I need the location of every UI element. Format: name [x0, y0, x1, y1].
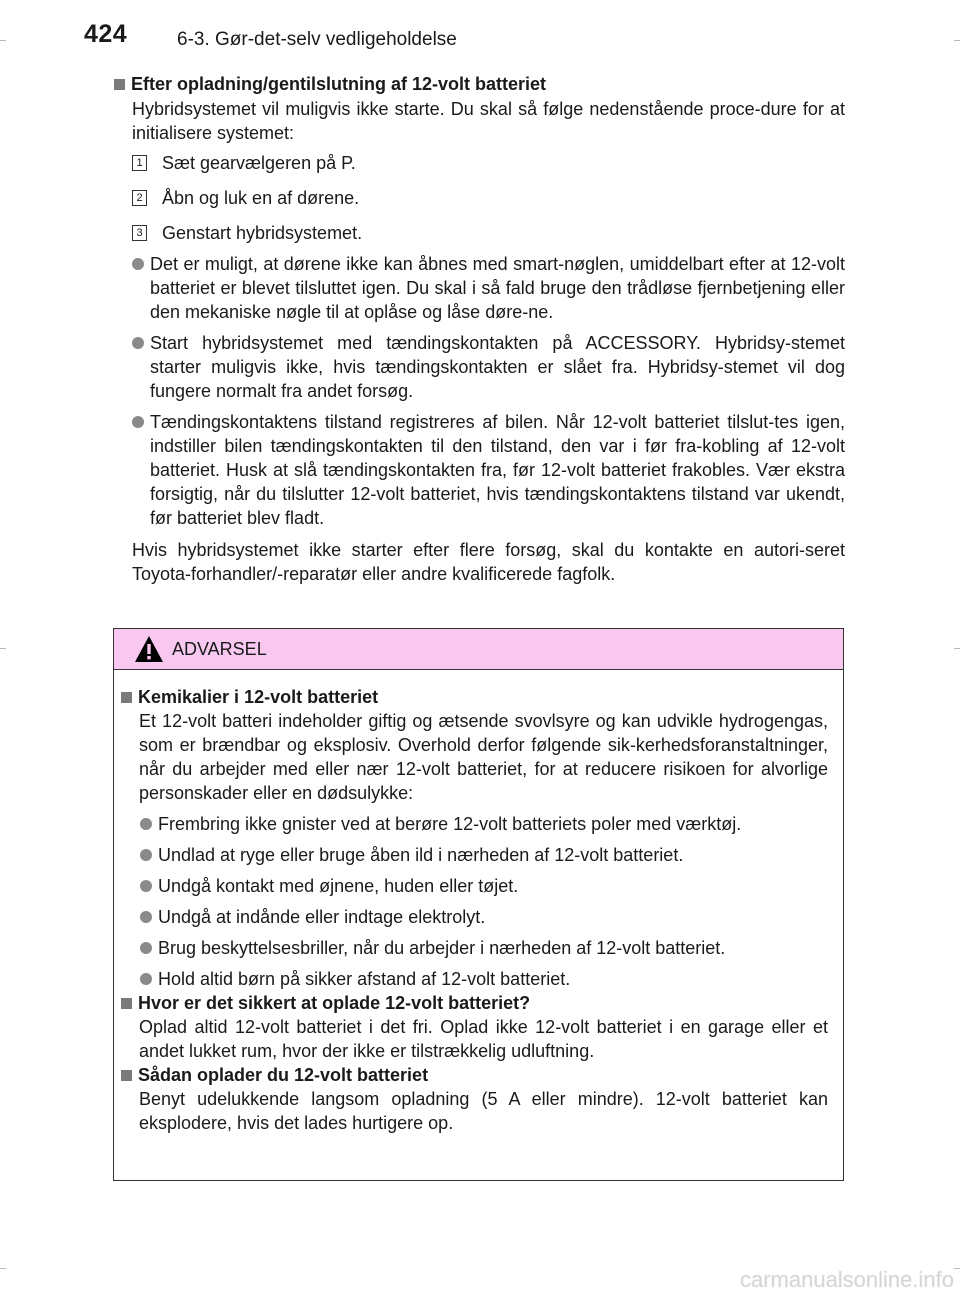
warning-box	[113, 628, 844, 1181]
bullet-dot-icon	[140, 973, 152, 985]
square-bullet-icon	[121, 1070, 132, 1081]
crop-mark	[0, 40, 6, 41]
step-number-box: 1	[132, 155, 147, 171]
bullet-text: Brug beskyttelsesbriller, når du arbejder i nærheden af 12-volt batteriet.	[158, 938, 726, 958]
warning-title: ADVARSEL	[172, 638, 267, 659]
warning-body	[114, 670, 843, 1135]
bullet-dot-icon	[140, 880, 152, 892]
warning-bullet	[140, 967, 828, 991]
bullet-dot-icon	[132, 337, 144, 349]
page-number: 424	[84, 20, 128, 48]
warning-bullet	[140, 812, 828, 836]
heading-text: Sådan oplader du 12-volt batteriet	[138, 1065, 429, 1085]
square-bullet-icon	[114, 79, 125, 90]
heading-text: Kemikalier i 12-volt batteriet	[138, 687, 379, 707]
watermark	[700, 1268, 955, 1292]
warning-bullet	[140, 905, 828, 929]
bullet-text: Undgå at indånde eller indtage elektrolyt.	[158, 907, 486, 927]
crop-mark	[0, 1268, 6, 1269]
section-title: 6-3. Gør-det-selv vedligeholdelse	[177, 29, 457, 50]
warning-section-heading	[120, 991, 828, 1015]
note-text: Det er muligt, at dørene ikke kan åbnes med smart-nøglen, umiddelbart efter at 12-volt batteriet er blevet tilsluttet igen. Du skal i så fald bruge den trådløse fjernbetjening eller den mekaniske nøgle til at oplåse og låse døre-ne.	[150, 254, 845, 322]
crop-mark	[954, 40, 960, 41]
step-text: Genstart hybridsystemet.	[162, 222, 363, 243]
heading-text: Efter opladning/gentilslutning af 12-volt batteriet	[131, 74, 547, 94]
step-list	[113, 151, 845, 245]
bullet-dot-icon	[132, 416, 144, 428]
bullet-text: Undgå kontakt med øjnene, huden eller tøjet.	[158, 876, 519, 896]
note-bullet	[132, 252, 845, 324]
warning-bullet	[140, 936, 828, 960]
warning-header	[114, 629, 843, 670]
warning-section-heading	[120, 685, 828, 709]
bullet-text: Frembring ikke gnister ved at berøre 12-volt batteriets poler med værktøj.	[158, 814, 742, 834]
step-item	[113, 221, 845, 245]
bullet-dot-icon	[140, 818, 152, 830]
main-content	[113, 72, 845, 586]
bullet-dot-icon	[140, 942, 152, 954]
note-bullet	[132, 331, 845, 403]
crop-mark	[0, 648, 6, 649]
warning-text: Et 12-volt batteri indeholder giftig og ætsende svovlsyre og kan udvikle hydrogengas, som er brændbar og eksplosiv. Overhold derfor følgende sik-kerhedsforanstaltninger, når du arbejder med eller nær 12-volt batteriet, for at reducere risikoen for alvorlige personskader eller en dødsulykke:	[139, 711, 828, 803]
step-item	[113, 186, 845, 210]
warning-section-heading	[120, 1063, 828, 1087]
step-item	[113, 151, 845, 175]
square-bullet-icon	[121, 692, 132, 703]
crop-mark	[954, 648, 960, 649]
note-bullet	[132, 410, 845, 530]
note-text: Tændingskontaktens tilstand registreres af bilen. Når 12-volt batteriet tilslut-tes igen, indstiller bilen tændingskontakten til den tilstand, den var i før fra-kobling af 12-volt batteriet. Husk at slå tændingskontakten fra, før 12-volt batteriet frakobles. Vær ekstra forsigtig, når du tilslutter 12-volt batteriet, hvis tændingskontaktens tilstand var ukendt, før batteriet blev fladt.	[150, 412, 845, 528]
heading-text: Hvor er det sikkert at oplade 12-volt batteriet?	[138, 993, 531, 1013]
svg-text:carmanualsonline.info: carmanualsonline.info	[739, 1268, 954, 1292]
closing-text: Hvis hybridsystemet ikke starter efter flere forsøg, skal du kontakte en autori-seret Toyota-forhandler/-reparatør eller andre kvalificerede fagfolk.	[132, 540, 845, 584]
warning-triangle-icon	[134, 635, 164, 663]
section-heading	[113, 72, 845, 96]
step-number-box: 3	[132, 225, 147, 241]
bullet-dot-icon	[132, 258, 144, 270]
warning-text: Benyt udelukkende langsom opladning (5 A eller mindre). 12-volt batteriet kan eksplodere, hvis det lades hurtigere op.	[139, 1089, 828, 1133]
step-number-box: 2	[132, 190, 147, 206]
step-text: Åbn og luk en af dørene.	[162, 187, 360, 208]
note-text: Start hybridsystemet med tændingskontakten på ACCESSORY. Hybridsy-stemet starter muligvis ikke, hvis tændingskontakten er slået fra. Hybridsy-stemet vil dog fungere normalt fra andet forsøg.	[150, 333, 845, 401]
step-text: Sæt gearvælgeren på P.	[162, 152, 356, 173]
intro-text: Hybridsystemet vil muligvis ikke starte. Du skal så følge nedenstående proce-dure for at initialisere systemet:	[132, 99, 845, 143]
warning-text: Oplad altid 12-volt batteriet i det fri. Oplad ikke 12-volt batteriet i en garage eller et andet lukket rum, hvor der ikke er tilstrækkelig udluftning.	[139, 1017, 828, 1061]
square-bullet-icon	[121, 998, 132, 1009]
bullet-text: Hold altid børn på sikker afstand af 12-volt batteriet.	[158, 969, 571, 989]
warning-bullet	[140, 874, 828, 898]
warning-bullet	[140, 843, 828, 867]
bullet-dot-icon	[140, 849, 152, 861]
bullet-dot-icon	[140, 911, 152, 923]
bullet-text: Undlad at ryge eller bruge åben ild i nærheden af 12-volt batteriet.	[158, 845, 684, 865]
